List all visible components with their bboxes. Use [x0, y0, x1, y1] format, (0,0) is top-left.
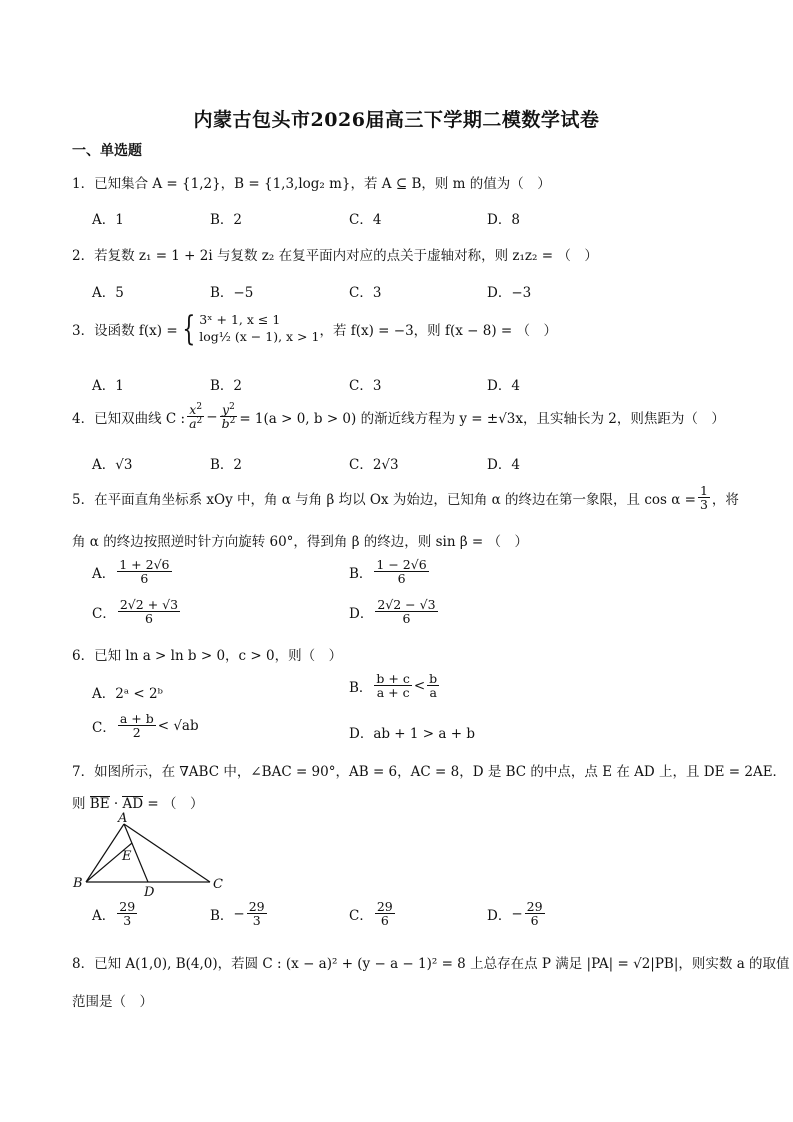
question-text: 已知集合 A = {1,2}，B = {1,3,log₂ m}，若 A ⊆ B，则 m 的值为（ ）: [94, 176, 551, 192]
question-number: 3．: [72, 323, 95, 339]
question-text: 若复数 z₁ = 1 + 2i 与复数 z₂ 在复平面内对应的点关于虚轴对称，则 z₁z₂ = （ ）: [94, 248, 598, 264]
page-title: 内蒙古包头市2026届高三下学期二模数学试卷: [193, 109, 600, 131]
y2-over-b2: $\frac{y^2}{b^2}$: [221, 402, 236, 432]
label-e: E: [122, 849, 132, 864]
question-text: 已知 ln a > ln b > 0，c > 0，则（ ）: [94, 648, 343, 664]
question-5: [72, 484, 739, 511]
q2-option-d: D．−3: [487, 285, 532, 301]
q1-option-d: D．8: [487, 212, 520, 228]
q4-option-d: D．4: [487, 457, 520, 473]
question-number: 2．: [72, 248, 95, 264]
question-7-line2: 则 BE · AD = （ ）: [72, 796, 204, 812]
q3-option-c: C．3: [349, 378, 382, 394]
piecewise-function: [178, 309, 320, 349]
q3-option-d: D．4: [487, 378, 520, 394]
question-number: 7．: [72, 764, 95, 780]
question-number: 8．: [72, 956, 95, 972]
question-number: 5．: [72, 491, 95, 508]
q6-option-d: D．ab + 1 > a + b: [349, 726, 475, 742]
q5-option-c: C． $\frac{2√2 + √3}{6}$: [92, 597, 179, 627]
question-5-line2: 角 α 的终边按照逆时针方向旋转 60°，得到角 β 的终边，则 sin β = （ ）: [72, 534, 529, 550]
question-text-line1: 如图所示，在 ∇ABC 中，∠BAC = 90°，AB = 6，AC = 8，D 是 BC 的中点，点 E 在 AD 上，且 DE = 2AE．: [94, 764, 787, 780]
question-text-pre: 设函数 f(x) =: [94, 323, 178, 339]
vector-ad: AD: [122, 796, 144, 812]
q5-option-b: B． $\frac{1 - 2√6}{6}$: [349, 557, 427, 587]
q2-option-a: A．5: [92, 285, 124, 301]
q7-option-c: C． $\frac{29}{6}$: [349, 899, 393, 929]
q6-option-b: B． $\frac{b + c}{a + c}$ < $\frac{b}{a}$: [349, 671, 438, 701]
vector-be: BE: [89, 796, 110, 812]
q1-option-c: C．4: [349, 212, 382, 228]
question-text-line1-end: ，将: [711, 491, 739, 508]
question-number: 4．: [72, 410, 95, 427]
question-text-line1: 已知 A(1,0), B(4,0)，若圆 C : (x − a)² + (y − a − 1)² = 8 上总存在点 P 满足 |PA| = √2|PB|，则实数 a 的取值: [94, 956, 790, 972]
question-4: 4． 已知双曲线 C : $\frac{x^2}{a^2}$ − $\frac{y^2}{b^2}$ = 1(a > 0, b > 0) 的渐近线方程为 y = ±√3x，且实轴长为 2，则焦距为（ ）: [72, 402, 725, 432]
question-text-post: = 1(a > 0, b > 0) 的渐近线方程为 y = ±√3x，且实轴长为 2，则焦距为（ ）: [239, 410, 725, 427]
q2-option-c: C．3: [349, 285, 382, 301]
q1-option-a: A．1: [92, 212, 124, 228]
q6-option-a: A．2ᵃ < 2ᵇ: [92, 686, 163, 702]
q7-option-d: D． − $\frac{29}{6}$: [487, 899, 543, 929]
q5-option-d: D． $\frac{2√2 - √3}{6}$: [349, 597, 436, 627]
case-2: log½ (x − 1), x > 1: [199, 329, 320, 344]
case-1: 3ˣ + 1, x ≤ 1: [199, 312, 281, 328]
label-b: B: [73, 876, 83, 891]
section-heading-single-choice: 一、单选题: [72, 143, 142, 159]
q3-option-b: B．2: [210, 378, 243, 394]
q7-option-b: B． − $\frac{29}{3}$: [210, 899, 265, 929]
side-ac: [124, 824, 210, 882]
q6-option-c: C． $\frac{a + b}{2}$ < √ab: [92, 711, 199, 741]
question-6: [72, 644, 342, 664]
question-text-post: ，若 f(x) = −3，则 f(x − 8) = （ ）: [319, 323, 557, 339]
x2-over-a2: $\frac{x^2}{a^2}$: [189, 402, 203, 432]
cos-alpha-value: $\frac{1}{3}$: [699, 483, 708, 513]
question-1: [72, 172, 551, 192]
question-7: [72, 760, 786, 780]
q3-option-a: A．1: [92, 378, 124, 394]
left-brace-icon: {: [181, 309, 195, 349]
label-a: A: [118, 812, 128, 826]
question-text-line1: 在平面直角坐标系 xOy 中，角 α 与角 β 均以 Ox 为始边，已知角 α 的终边在第一象限，且 cos α =: [94, 491, 696, 508]
q4-option-c: C．2√3: [349, 457, 399, 473]
question-8: [72, 952, 790, 972]
question-number: 1．: [72, 176, 95, 192]
q1-option-b: B．2: [210, 212, 243, 228]
question-8-line2: 范围是（ ）: [72, 994, 153, 1010]
q5-option-a: A． $\frac{1 + 2√6}{6}$: [92, 557, 170, 587]
label-c: C: [213, 877, 223, 892]
q7-option-a: A． $\frac{29}{3}$: [92, 899, 136, 929]
triangle-figure: [70, 812, 240, 900]
q4-option-a: A．√3: [92, 457, 133, 473]
question-2: [72, 244, 598, 264]
question-text-pre: 已知双曲线 C :: [94, 410, 186, 427]
q4-option-b: B．2: [210, 457, 243, 473]
side-ab: [86, 824, 124, 882]
question-3: [72, 309, 557, 349]
question-number: 6．: [72, 648, 95, 664]
q2-option-b: B．−5: [210, 285, 254, 301]
label-d: D: [144, 885, 155, 900]
